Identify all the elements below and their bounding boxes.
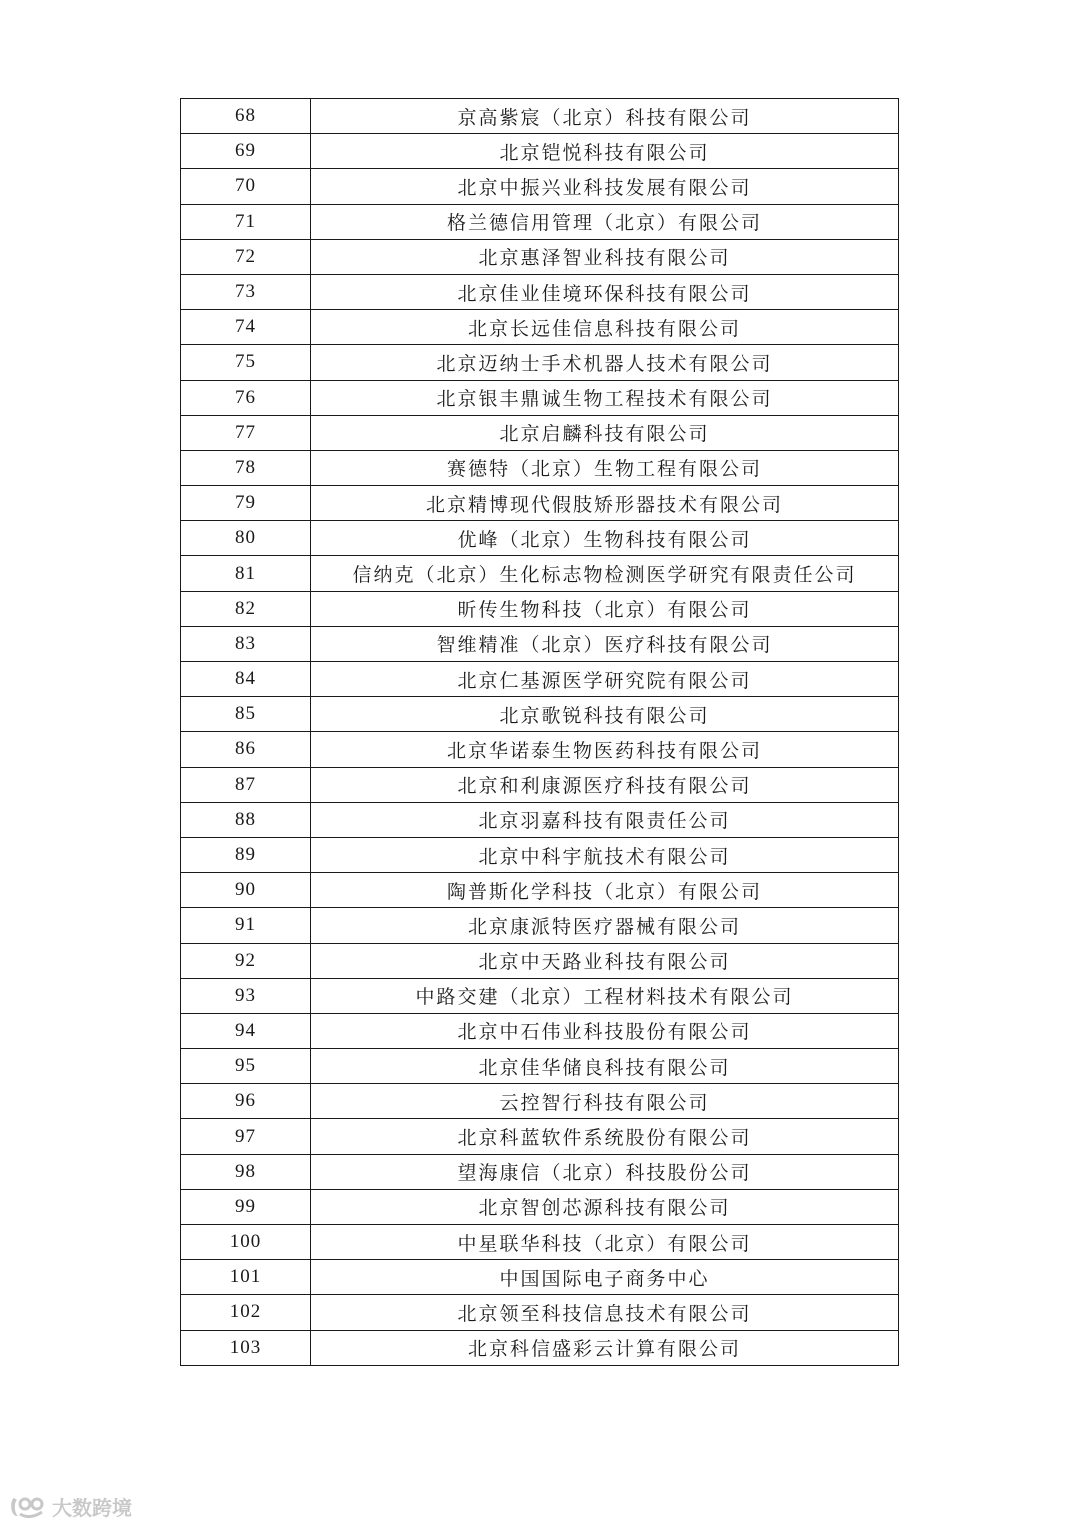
table-row [181, 345, 899, 380]
row-number-cell: 87 [181, 767, 311, 802]
table-row [181, 310, 899, 345]
company-name-cell: 望海康信（北京）科技股份公司 [311, 1154, 899, 1189]
company-name-cell: 昕传生物科技（北京）有限公司 [311, 591, 899, 626]
company-name-cell: 北京科蓝软件系统股份有限公司 [311, 1119, 899, 1154]
row-number-cell: 97 [181, 1119, 311, 1154]
company-name-cell: 北京领至科技信息技术有限公司 [311, 1295, 899, 1330]
company-name-cell: 北京科信盛彩云计算有限公司 [311, 1330, 899, 1365]
table-row [181, 591, 899, 626]
company-name-cell: 中国国际电子商务中心 [311, 1260, 899, 1295]
company-name-cell: 北京智创芯源科技有限公司 [311, 1189, 899, 1224]
table-row [181, 1049, 899, 1084]
row-number-cell: 74 [181, 310, 311, 345]
company-name-cell: 京高紫宸（北京）科技有限公司 [311, 99, 899, 134]
table-row [181, 415, 899, 450]
watermark-text: 大数跨境 [52, 1496, 132, 1520]
row-number-cell: 75 [181, 345, 311, 380]
row-number-cell: 103 [181, 1330, 311, 1365]
table-row [181, 1260, 899, 1295]
row-number-cell: 101 [181, 1260, 311, 1295]
row-number-cell: 68 [181, 99, 311, 134]
table-row [181, 943, 899, 978]
row-number-cell: 84 [181, 662, 311, 697]
brand-logo-icon [8, 1494, 48, 1520]
company-name-cell: 北京铠悦科技有限公司 [311, 134, 899, 169]
table-row [181, 134, 899, 169]
row-number-cell: 70 [181, 169, 311, 204]
table-row [181, 239, 899, 274]
table-row [181, 169, 899, 204]
table-row [181, 1013, 899, 1048]
company-name-cell: 格兰德信用管理（北京）有限公司 [311, 204, 899, 239]
company-name-cell: 赛德特（北京）生物工程有限公司 [311, 450, 899, 485]
company-name-cell: 北京中石伟业科技股份有限公司 [311, 1013, 899, 1048]
company-name-cell: 北京长远佳信息科技有限公司 [311, 310, 899, 345]
table-row [181, 837, 899, 872]
row-number-cell: 83 [181, 626, 311, 661]
row-number-cell: 77 [181, 415, 311, 450]
company-name-cell: 北京中天路业科技有限公司 [311, 943, 899, 978]
table-row [181, 521, 899, 556]
row-number-cell: 102 [181, 1295, 311, 1330]
row-number-cell: 79 [181, 486, 311, 521]
row-number-cell: 86 [181, 732, 311, 767]
table-row [181, 767, 899, 802]
company-name-cell: 智维精准（北京）医疗科技有限公司 [311, 626, 899, 661]
table-row [181, 486, 899, 521]
company-name-cell: 北京羽嘉科技有限责任公司 [311, 802, 899, 837]
row-number-cell: 72 [181, 239, 311, 274]
row-number-cell: 94 [181, 1013, 311, 1048]
table-row [181, 802, 899, 837]
table-row [181, 626, 899, 661]
row-number-cell: 99 [181, 1189, 311, 1224]
company-name-cell: 北京歌锐科技有限公司 [311, 697, 899, 732]
row-number-cell: 78 [181, 450, 311, 485]
table-row [181, 697, 899, 732]
table-row [181, 1119, 899, 1154]
company-name-cell: 北京佳华储良科技有限公司 [311, 1049, 899, 1084]
company-name-cell: 北京中振兴业科技发展有限公司 [311, 169, 899, 204]
company-name-cell: 北京迈纳士手术机器人技术有限公司 [311, 345, 899, 380]
table-row [181, 380, 899, 415]
row-number-cell: 88 [181, 802, 311, 837]
table-row [181, 1295, 899, 1330]
row-number-cell: 96 [181, 1084, 311, 1119]
watermark [8, 1492, 132, 1521]
row-number-cell: 93 [181, 978, 311, 1013]
table-row [181, 1225, 899, 1260]
table-row [181, 450, 899, 485]
row-number-cell: 81 [181, 556, 311, 591]
company-name-cell: 中星联华科技（北京）有限公司 [311, 1225, 899, 1260]
company-name-cell: 北京启麟科技有限公司 [311, 415, 899, 450]
company-name-cell: 北京仁基源医学研究院有限公司 [311, 662, 899, 697]
table-row [181, 873, 899, 908]
row-number-cell: 91 [181, 908, 311, 943]
row-number-cell: 92 [181, 943, 311, 978]
table-row [181, 204, 899, 239]
table-row [181, 556, 899, 591]
company-name-cell: 北京惠泽智业科技有限公司 [311, 239, 899, 274]
row-number-cell: 76 [181, 380, 311, 415]
company-name-cell: 北京银丰鼎诚生物工程技术有限公司 [311, 380, 899, 415]
row-number-cell: 90 [181, 873, 311, 908]
row-number-cell: 73 [181, 274, 311, 309]
table-row [181, 1189, 899, 1224]
company-name-cell: 优峰（北京）生物科技有限公司 [311, 521, 899, 556]
table-row [181, 99, 899, 134]
company-name-cell: 北京精博现代假肢矫形器技术有限公司 [311, 486, 899, 521]
row-number-cell: 95 [181, 1049, 311, 1084]
table-body [181, 99, 899, 1366]
company-name-cell: 北京康派特医疗器械有限公司 [311, 908, 899, 943]
table-row [181, 1330, 899, 1365]
table-row [181, 274, 899, 309]
row-number-cell: 98 [181, 1154, 311, 1189]
row-number-cell: 71 [181, 204, 311, 239]
company-name-cell: 北京和利康源医疗科技有限公司 [311, 767, 899, 802]
row-number-cell: 80 [181, 521, 311, 556]
company-name-cell: 陶普斯化学科技（北京）有限公司 [311, 873, 899, 908]
row-number-cell: 85 [181, 697, 311, 732]
table-row [181, 978, 899, 1013]
company-list-table [180, 98, 899, 1366]
company-name-cell: 北京中科宇航技术有限公司 [311, 837, 899, 872]
company-name-cell: 中路交建（北京）工程材料技术有限公司 [311, 978, 899, 1013]
table-row [181, 662, 899, 697]
row-number-cell: 100 [181, 1225, 311, 1260]
table-row [181, 1154, 899, 1189]
table-row [181, 1084, 899, 1119]
row-number-cell: 89 [181, 837, 311, 872]
company-name-cell: 北京佳业佳境环保科技有限公司 [311, 274, 899, 309]
company-name-cell: 信纳克（北京）生化标志物检测医学研究有限责任公司 [311, 556, 899, 591]
row-number-cell: 82 [181, 591, 311, 626]
company-name-cell: 云控智行科技有限公司 [311, 1084, 899, 1119]
row-number-cell: 69 [181, 134, 311, 169]
table-row [181, 908, 899, 943]
table-row [181, 732, 899, 767]
company-name-cell: 北京华诺泰生物医药科技有限公司 [311, 732, 899, 767]
